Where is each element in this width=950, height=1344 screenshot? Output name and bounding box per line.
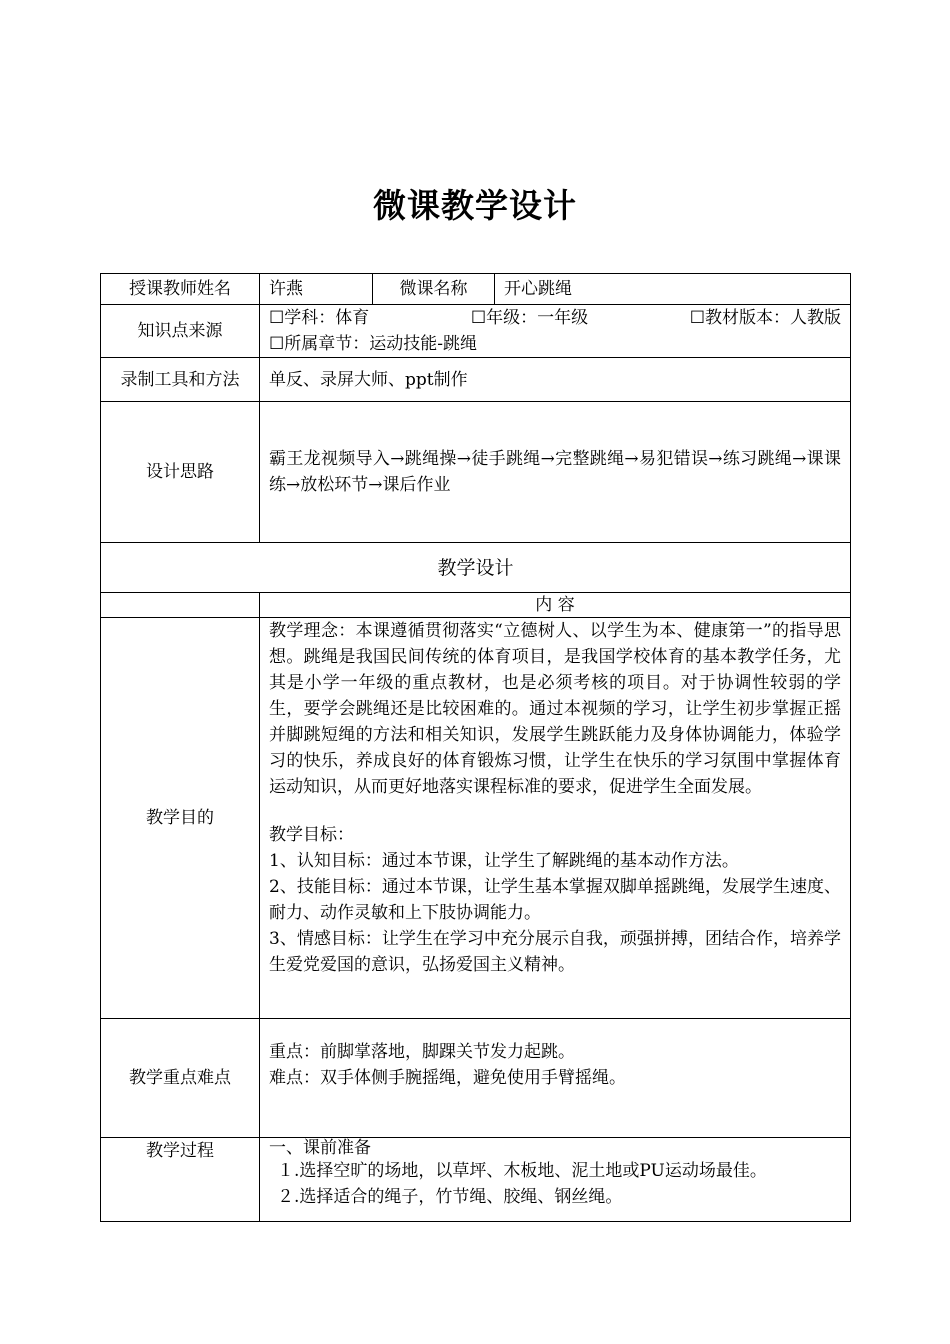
course-name-label: 微课名称 [373, 274, 495, 305]
goal-cognitive: 1、认知目标：通过本节课，让学生了解跳绳的基本动作方法。 [269, 851, 739, 871]
grade-checkbox[interactable]: ☐年级：一年级 [470, 308, 589, 328]
goal-row [101, 618, 851, 1019]
key-label: 教学重点难点 [101, 1019, 260, 1138]
edition-checkbox[interactable]: ☐教材版本：人教版 [689, 308, 841, 328]
section-row [101, 543, 851, 593]
teacher-row [101, 274, 851, 305]
key-content [260, 1019, 851, 1138]
subject-checkbox[interactable]: ☐学科：体育 [269, 308, 370, 328]
process-label: 教学过程 [101, 1138, 260, 1222]
difficulty-point: 难点：双手体侧手腕摇绳，避免使用手臂摇绳。 [269, 1068, 626, 1088]
course-name-value: 开心跳绳 [495, 274, 851, 305]
teacher-value: 许燕 [260, 274, 373, 305]
source-cell [260, 305, 851, 358]
source-options [269, 305, 841, 331]
goal-content [260, 618, 851, 1019]
spacer [269, 1091, 841, 1117]
source-row [101, 305, 851, 358]
process-item-2: ２.选择适合的绳子，竹节绳、胶绳、钢丝绳。 [277, 1187, 623, 1207]
goals-title: 教学目标： [269, 825, 354, 845]
idea-label: 设计思路 [101, 402, 260, 543]
idea-row [101, 402, 851, 543]
goal-emotion: 3、情感目标：让学生在学习中充分展示自我，顽强拼搏，团结合作，培养学生爱党爱国的意识，弘扬爱国主义精神。 [269, 929, 841, 975]
chapter-checkbox[interactable]: ☐所属章节：运动技能-跳绳 [269, 334, 477, 354]
process-row [101, 1138, 851, 1222]
tools-row [101, 358, 851, 402]
tools-label: 录制工具和方法 [101, 358, 260, 402]
goal-skill: 2、技能目标：通过本节课，让学生基本掌握双脚单摇跳绳，发展学生速度、耐力、动作灵敏和上下肢协调能力。 [269, 877, 841, 923]
teacher-label: 授课教师姓名 [101, 274, 260, 305]
teaching-philosophy: 教学理念：本课遵循贯彻落实“立德树人、以学生为本、健康第一”的指导思想。跳绳是我国民间传统的体育项目，是我国学校体育的基本教学任务，尤其是小学一年级的重点教材，也是必须考核的项目。对于协调性较弱的学生，要学会跳绳还是比较困难的。通过本视频的学习，让学生初步掌握正摇并脚跳短绳的方法和相关知识，发展学生跳跃能力及身体协调能力，体验学习的快乐，养成良好的体育锻炼习惯，让学生在快乐的学习氛围中掌握体育运动知识，从而更好地落实课程标准的要求，促进学生全面发展。 [269, 621, 841, 797]
key-point: 重点：前脚掌落地，脚踝关节发力起跳。 [269, 1042, 575, 1062]
source-label: 知识点来源 [101, 305, 260, 358]
spacer [269, 800, 841, 822]
lesson-design-table [100, 273, 851, 1222]
process-heading: 一、课前准备 [269, 1138, 371, 1158]
tools-value: 单反、录屏大师、ppt制作 [260, 358, 851, 402]
idea-value: 霸王龙视频导入→跳绳操→徒手跳绳→完整跳绳→易犯错误→练习跳绳→课课练→放松环节→课后作业 [260, 402, 851, 543]
page-title: 微课教学设计 [373, 186, 577, 225]
content-header-row [101, 593, 851, 618]
content-header-blank [101, 593, 260, 618]
content-header: 内 容 [260, 593, 851, 618]
section-title: 教学设计 [101, 543, 851, 593]
key-row [101, 1019, 851, 1138]
process-content [260, 1138, 851, 1222]
process-item-1: １.选择空旷的场地，以草坪、木板地、泥土地或PU运动场最佳。 [277, 1161, 767, 1181]
goal-label: 教学目的 [101, 618, 260, 1019]
